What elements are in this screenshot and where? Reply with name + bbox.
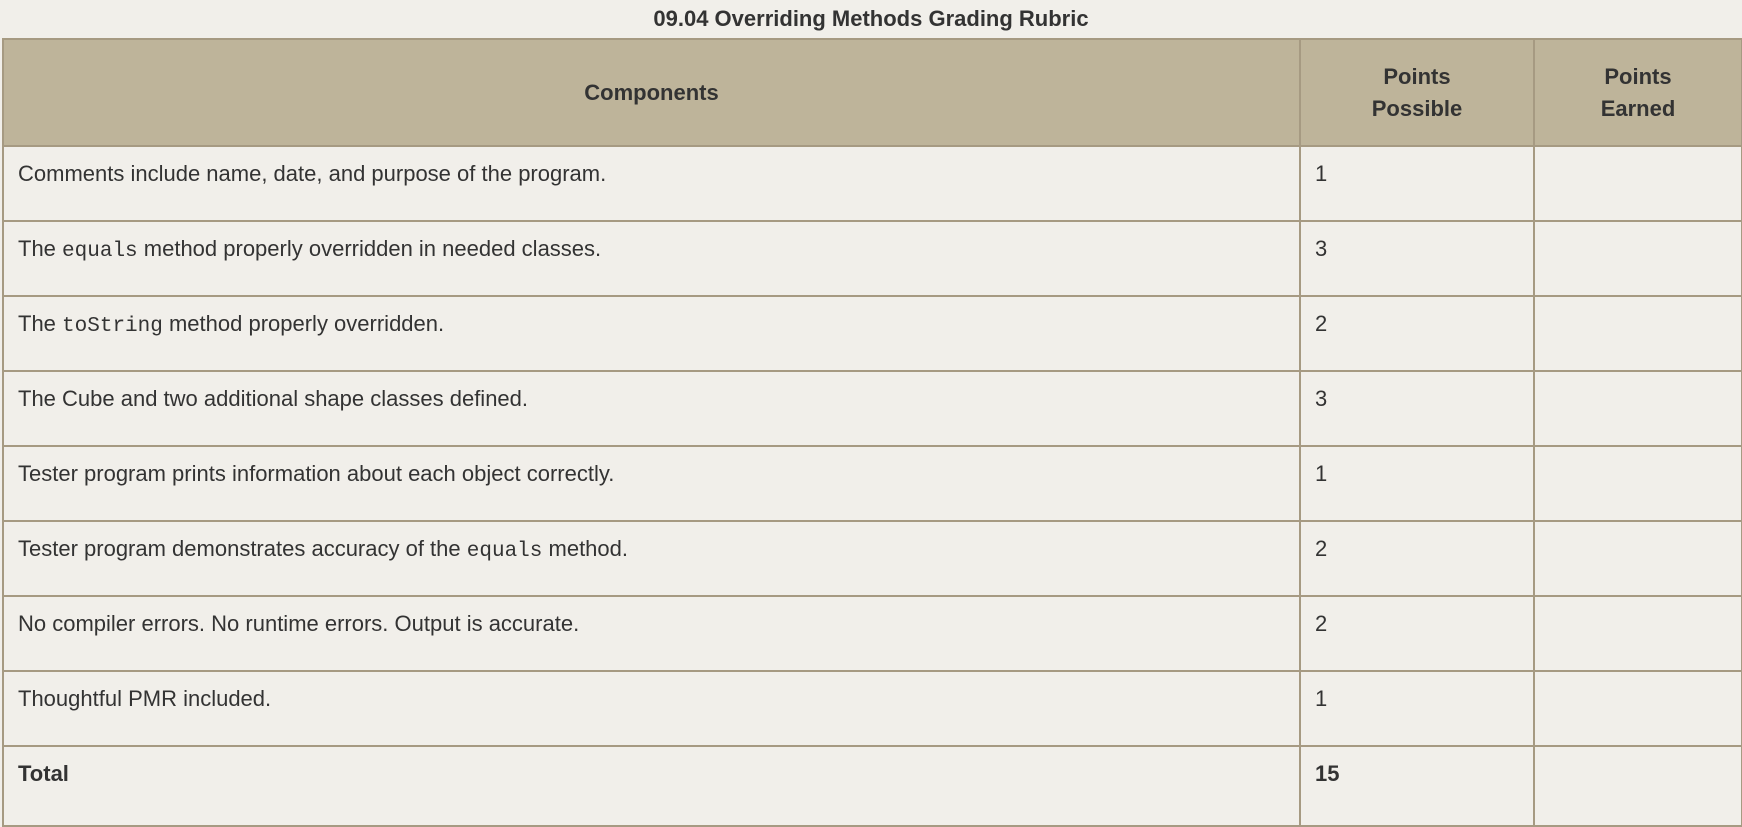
table-row	[3, 296, 1742, 371]
component-text: method properly overridden.	[162, 311, 445, 336]
rubric-title: 09.04 Overriding Methods Grading Rubric	[653, 6, 1089, 31]
component-cell	[3, 296, 1300, 371]
points-possible-cell: 2	[1300, 521, 1534, 596]
header-points-possible	[1300, 39, 1534, 146]
component-text: The	[18, 311, 63, 336]
component-text: Tester program demonstrates accuracy of the	[18, 536, 467, 561]
component-text: The	[18, 236, 63, 261]
table-row	[3, 446, 1742, 521]
table-row	[3, 596, 1742, 671]
header-points-possible-line2: Possible	[1371, 95, 1463, 121]
component-cell	[3, 671, 1300, 746]
points-earned-cell	[1534, 596, 1742, 671]
component-text: Thoughtful PMR included.	[18, 686, 272, 711]
component-text: method.	[542, 536, 628, 561]
component-cell	[3, 146, 1300, 221]
component-text: Tester program prints information about each object correctly.	[18, 461, 615, 486]
component-cell	[3, 596, 1300, 671]
header-points-earned-line2: Earned	[1600, 95, 1676, 121]
header-components: Components	[3, 39, 1300, 146]
total-row	[3, 746, 1742, 826]
component-text: No compiler errors. No runtime errors. Output is accurate.	[18, 611, 580, 636]
table-row	[3, 146, 1742, 221]
points-possible-cell: 3	[1300, 371, 1534, 446]
component-cell	[3, 221, 1300, 296]
header-points-possible-line1: Points	[1383, 63, 1451, 89]
table-row	[3, 521, 1742, 596]
table-row	[3, 221, 1742, 296]
points-possible-cell: 1	[1300, 146, 1534, 221]
table-row	[3, 371, 1742, 446]
total-points-earned	[1534, 746, 1742, 826]
points-possible-cell: 2	[1300, 596, 1534, 671]
header-row	[3, 39, 1742, 146]
total-label: Total	[3, 746, 1300, 826]
rubric-table	[2, 38, 1742, 827]
component-cell	[3, 371, 1300, 446]
header-points-earned	[1534, 39, 1742, 146]
points-earned-cell	[1534, 296, 1742, 371]
code-keyword: equals	[62, 240, 138, 263]
points-possible-cell: 3	[1300, 221, 1534, 296]
points-earned-cell	[1534, 371, 1742, 446]
component-cell	[3, 521, 1300, 596]
code-keyword: toString	[62, 315, 163, 338]
component-cell	[3, 446, 1300, 521]
total-points-possible: 15	[1300, 746, 1534, 826]
points-earned-cell	[1534, 446, 1742, 521]
component-text: The Cube and two additional shape classes defined.	[18, 386, 529, 411]
code-keyword: equals	[466, 540, 543, 563]
component-text: method properly overridden in needed classes.	[137, 236, 602, 261]
points-earned-cell	[1534, 671, 1742, 746]
points-earned-cell	[1534, 521, 1742, 596]
component-text: Comments include name, date, and purpose of the program.	[18, 161, 607, 186]
points-earned-cell	[1534, 221, 1742, 296]
table-row	[3, 671, 1742, 746]
points-possible-cell: 1	[1300, 446, 1534, 521]
points-possible-cell: 2	[1300, 296, 1534, 371]
header-points-earned-line1: Points	[1604, 63, 1672, 89]
points-possible-cell: 1	[1300, 671, 1534, 746]
points-earned-cell	[1534, 146, 1742, 221]
